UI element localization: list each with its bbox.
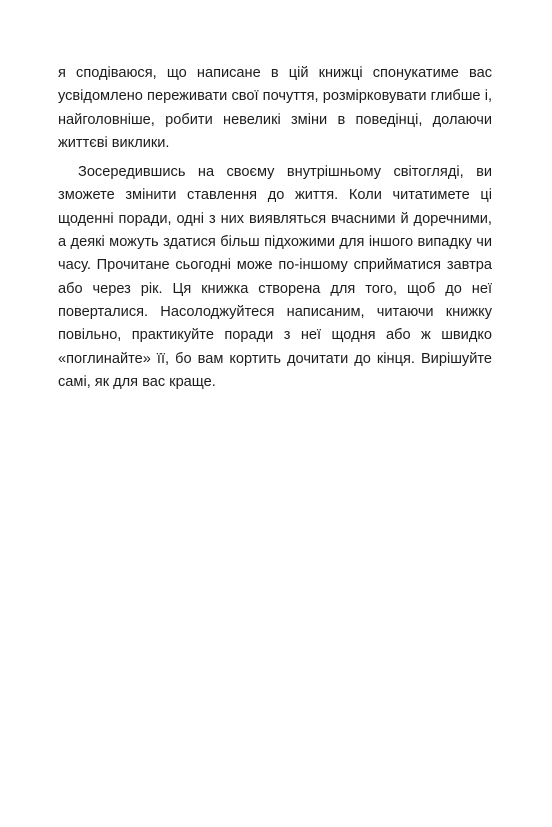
page-text	[58, 62, 492, 394]
paragraph-2: Зосередившись на своєму внутрішньому світогляді, ви зможете змінити ставлення до життя. Коли читатимете ці щоденні поради, одні з них виявляться вчасними й доречними, а деякі можуть здатися більш підхожими для іншого випадку чи часу. Прочитане сьогодні може по-іншому сприйматися завтра або через рік. Ця книжка створена для того, щоб до неї поверталися. Насолоджуйтеся написаним, читаючи книжку повільно, практикуйте поради з неї щодня або ж швидко «поглинайте» її, бо вам кортить дочитати до кінця. Вирішуйте самі, як для вас краще.	[58, 164, 492, 390]
paragraph-1: я сподіваюся, що написане в цій книжці спонукатиме вас усвідомлено переживати свої почуття, розмірковувати глибше і, найголовніше, робити невеликі зміни в поведінці, долаючи життєві виклики.	[58, 65, 492, 151]
